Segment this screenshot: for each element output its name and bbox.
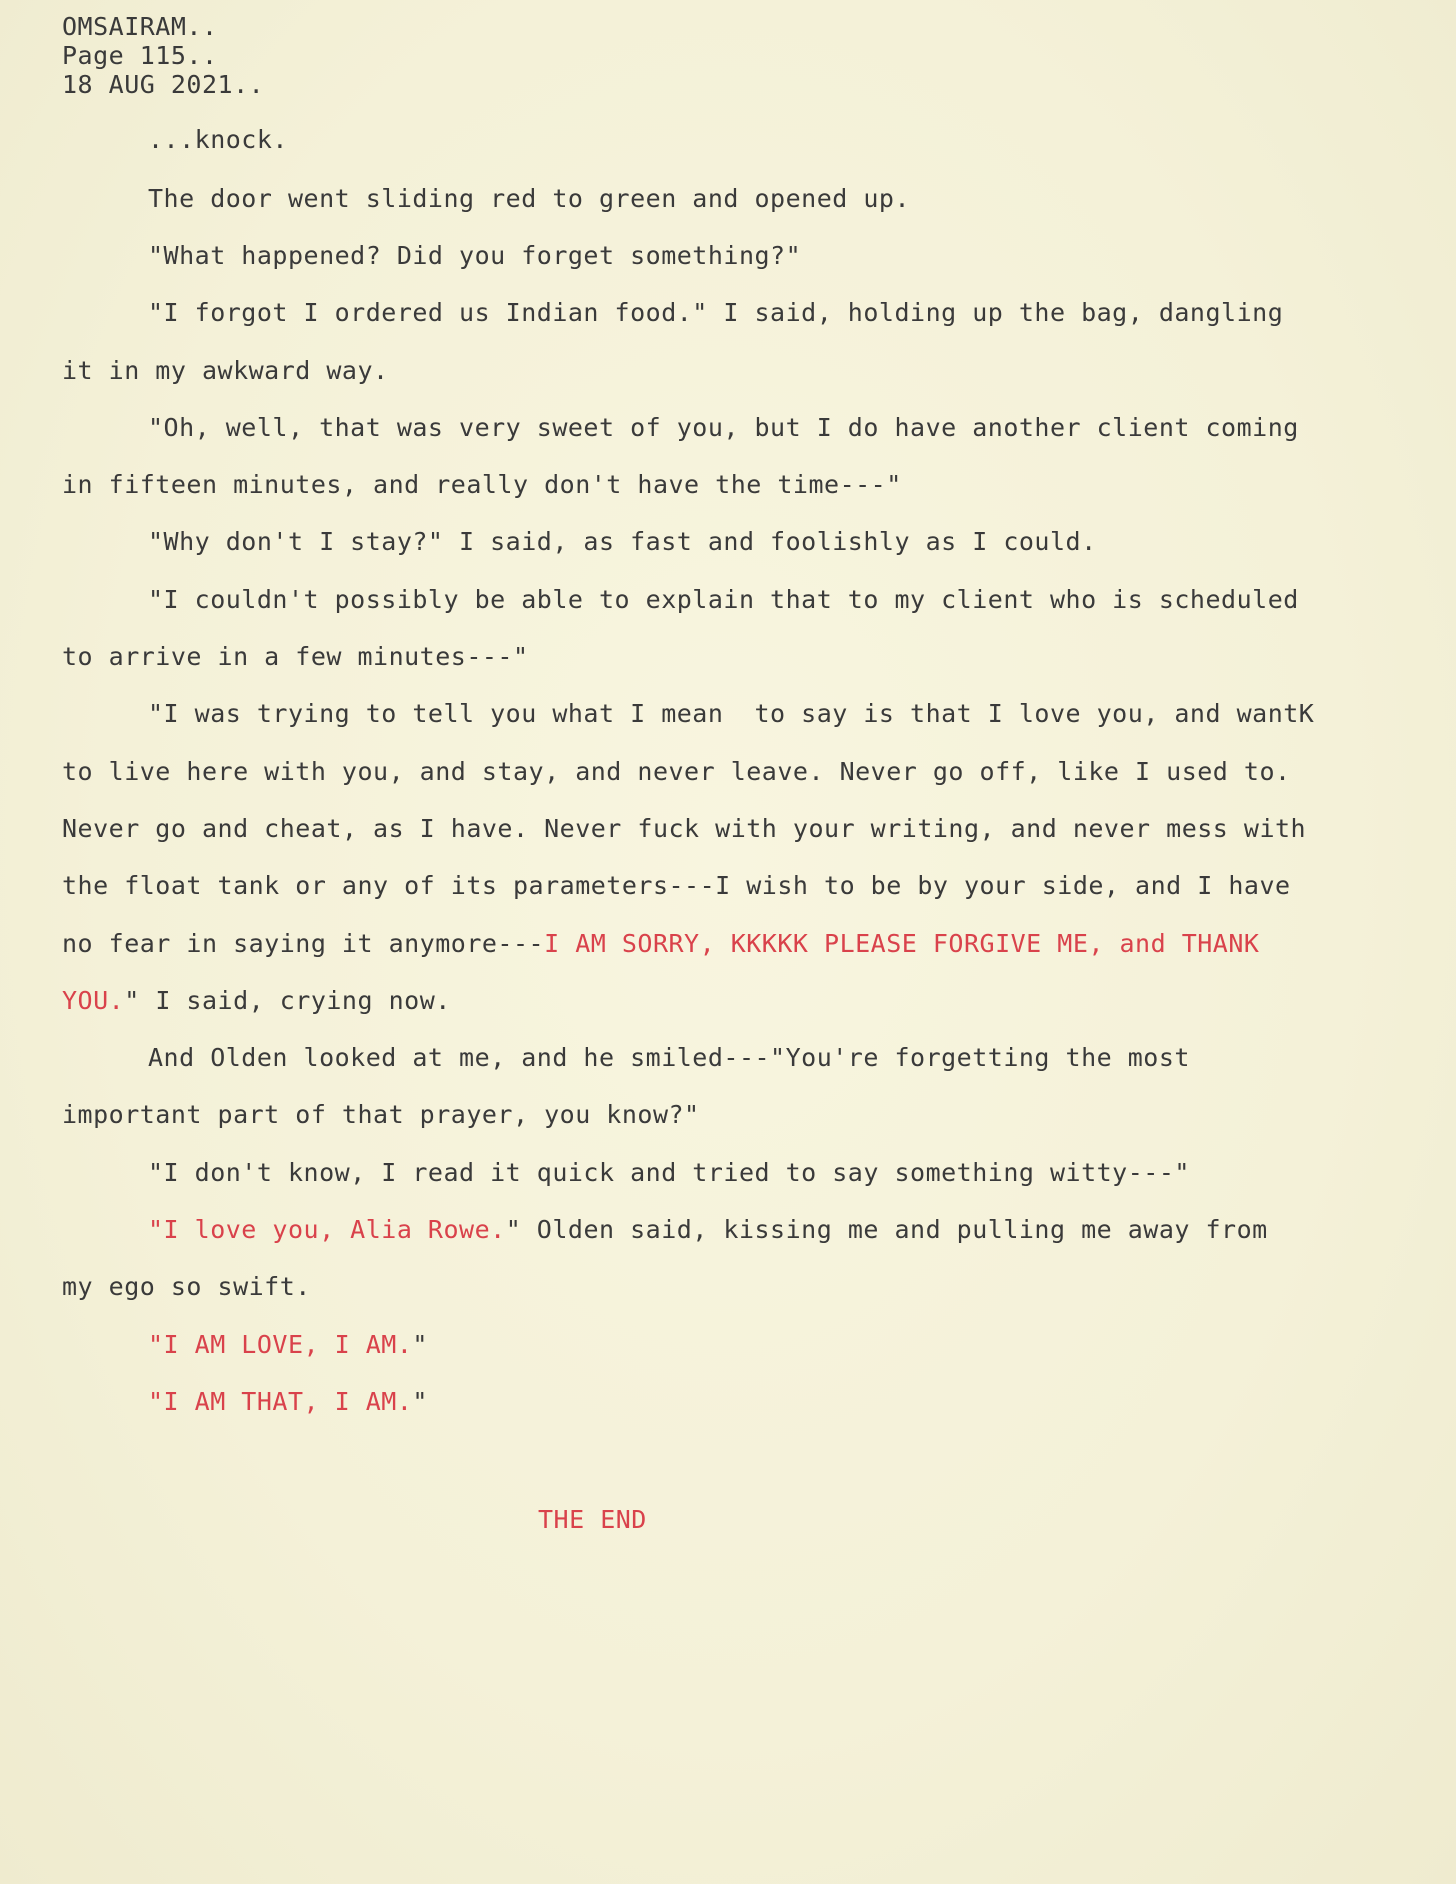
body-line-23-quote: " [412, 1387, 428, 1416]
body-line-12: to live here with you, and stay, and never leave. Never go off, like I used to. [62, 757, 1291, 786]
body-line-3: "What happened? Did you forget something?" [148, 241, 802, 270]
body-line-9: "I couldn't possibly be able to explain that to my client who is scheduled [148, 585, 1299, 614]
header-date: 18 AUG 2021.. [62, 70, 265, 99]
apology-red-text: I AM SORRY, KKKKK PLEASE FORGIVE ME, and THANK [544, 929, 1260, 958]
body-line-8: "Why don't I stay?" I said, as fast and foolishly as I could. [148, 527, 1097, 556]
header-page-number: Page 115.. [62, 41, 218, 70]
body-line-15-black: no fear in saying it anymore--- [62, 929, 545, 958]
body-line-14: the float tank or any of its parameters---I wish to be by your side, and I have [62, 871, 1291, 900]
body-line-15 [62, 929, 1259, 959]
you-red-text: YOU. [62, 986, 125, 1015]
body-line-20-black: " Olden said, kissing me and pulling me away from [505, 1215, 1268, 1244]
body-line-19: "I don't know, I read it quick and tried to say something witty---" [148, 1158, 1190, 1187]
body-line-7: in fifteen minutes, and really don't have the time---" [62, 470, 902, 499]
i-am-that-red-text: "I AM THAT, I AM. [148, 1387, 413, 1416]
body-line-10: to arrive in a few minutes---" [62, 642, 529, 671]
body-line-23 [148, 1387, 428, 1417]
body-line-2: The door went sliding red to green and opened up. [148, 184, 911, 213]
header-omsairam: OMSAIRAM.. [62, 12, 218, 41]
body-line-18: important part of that prayer, you know?" [62, 1100, 700, 1129]
body-line-21: my ego so swift. [62, 1272, 311, 1301]
body-line-16-black: " I said, crying now. [124, 986, 451, 1015]
body-line-20 [148, 1215, 1268, 1245]
the-end: THE END [538, 1505, 647, 1534]
body-line-17: And Olden looked at me, and he smiled---"You're forgetting the most [148, 1043, 1190, 1072]
body-line-6: "Oh, well, that was very sweet of you, but I do have another client coming [148, 413, 1299, 442]
body-line-22 [148, 1330, 428, 1360]
body-line-22-quote: " [412, 1330, 428, 1359]
i-love-you-red-text: "I love you, Alia Rowe. [148, 1215, 506, 1244]
body-line-5: it in my awkward way. [62, 356, 389, 385]
i-am-love-red-text: "I AM LOVE, I AM. [148, 1330, 413, 1359]
body-line-13: Never go and cheat, as I have. Never fuck with your writing, and never mess with [62, 814, 1307, 843]
body-line-1: ...knock. [148, 125, 288, 154]
body-line-16 [62, 986, 451, 1016]
body-line-4: "I forgot I ordered us Indian food." I said, holding up the bag, dangling [148, 298, 1284, 327]
body-line-11: "I was trying to tell you what I mean to say is that I love you, and wantK [148, 699, 1315, 728]
